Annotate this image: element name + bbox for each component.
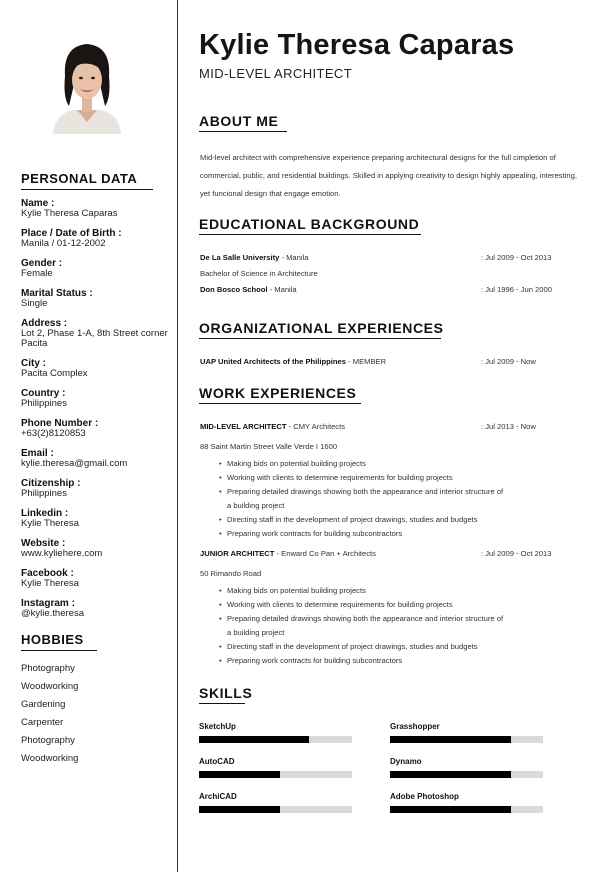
field-label: Facebook : xyxy=(21,568,74,579)
skill-item xyxy=(390,757,543,778)
school-place: - Manila xyxy=(279,253,309,262)
duty-item: • Making bids on potential building projects xyxy=(219,457,549,471)
field-value: www.kyliehere.com xyxy=(21,548,103,559)
job-role: JUNIOR ARCHITECT xyxy=(200,549,275,558)
duty-item: • Preparing work contracts for building subcontractors xyxy=(219,654,549,668)
hobbies-heading-text: HOBBIES xyxy=(21,632,84,647)
organizations-heading xyxy=(199,320,444,339)
education-heading xyxy=(199,216,421,235)
duty-item: • Preparing detailed drawings showing both the appearance and interior structure of a building project xyxy=(219,612,507,640)
skill-bar xyxy=(390,736,543,743)
heading-underline xyxy=(21,650,97,651)
field-label: Marital Status : xyxy=(21,288,93,299)
organization-role: - MEMBER xyxy=(346,357,387,366)
field-value: Philippines xyxy=(21,488,67,499)
education-heading-text: EDUCATIONAL BACKGROUND xyxy=(199,216,420,232)
job-address: 50 Rimando Road xyxy=(200,569,262,578)
job-date: : Jul 2013 - Now xyxy=(481,422,536,431)
personal-item-marital-status xyxy=(21,289,171,319)
field-value: Kylie Theresa xyxy=(21,518,79,529)
personal-item-country xyxy=(21,389,171,419)
skill-bar-fill xyxy=(390,771,511,778)
organization-date: : Jul 2009 - Now xyxy=(481,357,536,366)
skill-bar xyxy=(199,806,352,813)
field-value: kylie.theresa@gmail.com xyxy=(21,458,128,469)
personal-item-phone xyxy=(21,419,171,449)
personal-item-citizenship xyxy=(21,479,171,509)
about-text: Mid-level architect with comprehensive experience preparing architectural designs for the full cimpletion of commercial, public, and residential buildings. Skilled in applying creativity to design highly appealing, interesting, yet funcional design that engage emotion. xyxy=(200,153,577,198)
skill-bar xyxy=(199,736,352,743)
job-header xyxy=(200,548,590,560)
field-label: Email : xyxy=(21,448,54,459)
personal-item-email xyxy=(21,449,171,479)
skill-name: Adobe Photoshop xyxy=(390,792,459,801)
sidebar xyxy=(0,0,178,872)
hobby-item: Woodworking xyxy=(21,681,79,692)
field-label: Instagram : xyxy=(21,598,75,609)
heading-underline xyxy=(199,131,287,132)
hobby-item: Carpenter xyxy=(21,717,64,728)
heading-underline xyxy=(199,234,421,235)
job-date: : Jul 2009 - Oct 2013 xyxy=(481,549,552,558)
field-label: Phone Number : xyxy=(21,418,99,429)
skill-name: AutoCAD xyxy=(199,757,235,766)
skill-bar-fill xyxy=(199,771,280,778)
field-value: Lot 2, Phase 1-A, 8th Street corner Pacita xyxy=(21,328,168,349)
heading-underline xyxy=(199,703,245,704)
hobbies-heading xyxy=(21,632,97,651)
personal-item-gender xyxy=(21,259,171,289)
field-value: +63(2)8120853 xyxy=(21,428,86,439)
job-role: MID-LEVEL ARCHITECT xyxy=(200,422,287,431)
job-company: - CMY Architects xyxy=(286,422,345,431)
field-label: Website : xyxy=(21,538,66,549)
job-company: - Enward Co Pan + Architects xyxy=(274,549,376,558)
job-header xyxy=(200,421,590,433)
education-date: : Jul 1996 - Jun 2000 xyxy=(481,285,552,294)
duty-item: • Working with clients to determine requirements for building projects xyxy=(219,471,549,485)
education-item xyxy=(200,252,590,264)
field-value: Manila / 01-12-2002 xyxy=(21,238,106,249)
field-label: Address : xyxy=(21,318,68,329)
field-label: Place / Date of Birth : xyxy=(21,228,122,239)
hobby-item: Woodworking xyxy=(21,753,79,764)
field-label: Name : xyxy=(21,198,55,209)
skill-bar-fill xyxy=(199,806,280,813)
education-item xyxy=(200,284,590,296)
skill-bar-fill xyxy=(390,736,511,743)
skill-name: SketchUp xyxy=(199,722,236,731)
personal-data-heading xyxy=(21,171,153,190)
field-value: Philippines xyxy=(21,398,67,409)
organization-item xyxy=(200,356,590,368)
field-value: Pacita Complex xyxy=(21,368,88,379)
duty-item: • Directing staff in the development of project drawings, studies and budgets xyxy=(219,513,549,527)
field-label: Country : xyxy=(21,388,66,399)
skill-item xyxy=(390,722,543,743)
personal-data-list xyxy=(21,199,171,629)
personal-item-address xyxy=(21,319,171,359)
skill-item xyxy=(199,792,352,813)
job-duties xyxy=(219,584,549,668)
personal-item-facebook xyxy=(21,569,171,599)
personal-item-website xyxy=(21,539,171,569)
field-value: Female xyxy=(21,268,53,279)
profile-photo xyxy=(51,40,123,134)
skills-heading xyxy=(199,685,253,704)
organizations-heading-text: ORGANIZATIONAL EXPERIENCES xyxy=(199,320,444,336)
skills-heading-text: SKILLS xyxy=(199,685,253,701)
degree: Bachelor of Science in Architecture xyxy=(200,269,318,278)
about-heading xyxy=(199,113,287,132)
work-heading-text: WORK EXPERIENCES xyxy=(199,385,357,401)
personal-item-instagram xyxy=(21,599,171,629)
skill-name: Dynamo xyxy=(390,757,422,766)
job-address: 88 Saint Martin Street Valle Verde I 1600 xyxy=(200,442,338,451)
candidate-name: Kylie Theresa Caparas xyxy=(199,29,515,61)
skill-name: ArchiCAD xyxy=(199,792,237,801)
skill-bar xyxy=(390,771,543,778)
duty-item: • Preparing detailed drawings showing both the appearance and interior structure of a building project xyxy=(219,485,507,513)
field-label: Gender : xyxy=(21,258,63,269)
skill-bar xyxy=(390,806,543,813)
job-title: MID-LEVEL ARCHITECT xyxy=(199,66,353,81)
school-place: - Manila xyxy=(267,285,297,294)
field-label: City : xyxy=(21,358,46,369)
field-value: @kylie.theresa xyxy=(21,608,84,619)
duty-item: • Working with clients to determine requirements for building projects xyxy=(219,598,549,612)
duty-item: • Preparing work contracts for building subcontractors xyxy=(219,527,549,541)
duty-item: • Making bids on potential building projects xyxy=(219,584,549,598)
personal-item-name xyxy=(21,199,171,229)
skill-item xyxy=(390,792,543,813)
hobby-item: Photography xyxy=(21,735,75,746)
about-heading-text: ABOUT ME xyxy=(199,113,279,129)
school-name: Don Bosco School xyxy=(200,285,268,294)
personal-item-birth xyxy=(21,229,171,259)
skill-bar xyxy=(199,771,352,778)
hobbies-list xyxy=(21,660,171,768)
education-date: : Jul 2009 - Oct 2013 xyxy=(481,253,552,262)
personal-data-heading-text: PERSONAL DATA xyxy=(21,171,138,186)
skill-bar-fill xyxy=(390,806,511,813)
skill-item xyxy=(199,757,352,778)
skill-bar-fill xyxy=(199,736,309,743)
skill-item xyxy=(199,722,352,743)
heading-underline xyxy=(21,189,153,190)
duty-item: • Directing staff in the development of project drawings, studies and budgets xyxy=(219,640,549,654)
work-heading xyxy=(199,385,361,404)
field-label: Citizenship : xyxy=(21,478,81,489)
personal-item-linkedin xyxy=(21,509,171,539)
hobby-item: Gardening xyxy=(21,699,66,710)
organization-name: UAP United Architects of the Philippines xyxy=(200,357,346,366)
field-value: Single xyxy=(21,298,48,309)
field-value: Kylie Theresa xyxy=(21,578,79,589)
school-name: De La Salle University xyxy=(200,253,280,262)
field-value: Kylie Theresa Caparas xyxy=(21,208,118,219)
heading-underline xyxy=(199,338,441,339)
job-duties xyxy=(219,457,549,541)
personal-item-city xyxy=(21,359,171,389)
hobby-item: Photography xyxy=(21,663,75,674)
field-label: Linkedin : xyxy=(21,508,69,519)
skill-name: Grasshopper xyxy=(390,722,440,731)
heading-underline xyxy=(199,403,361,404)
